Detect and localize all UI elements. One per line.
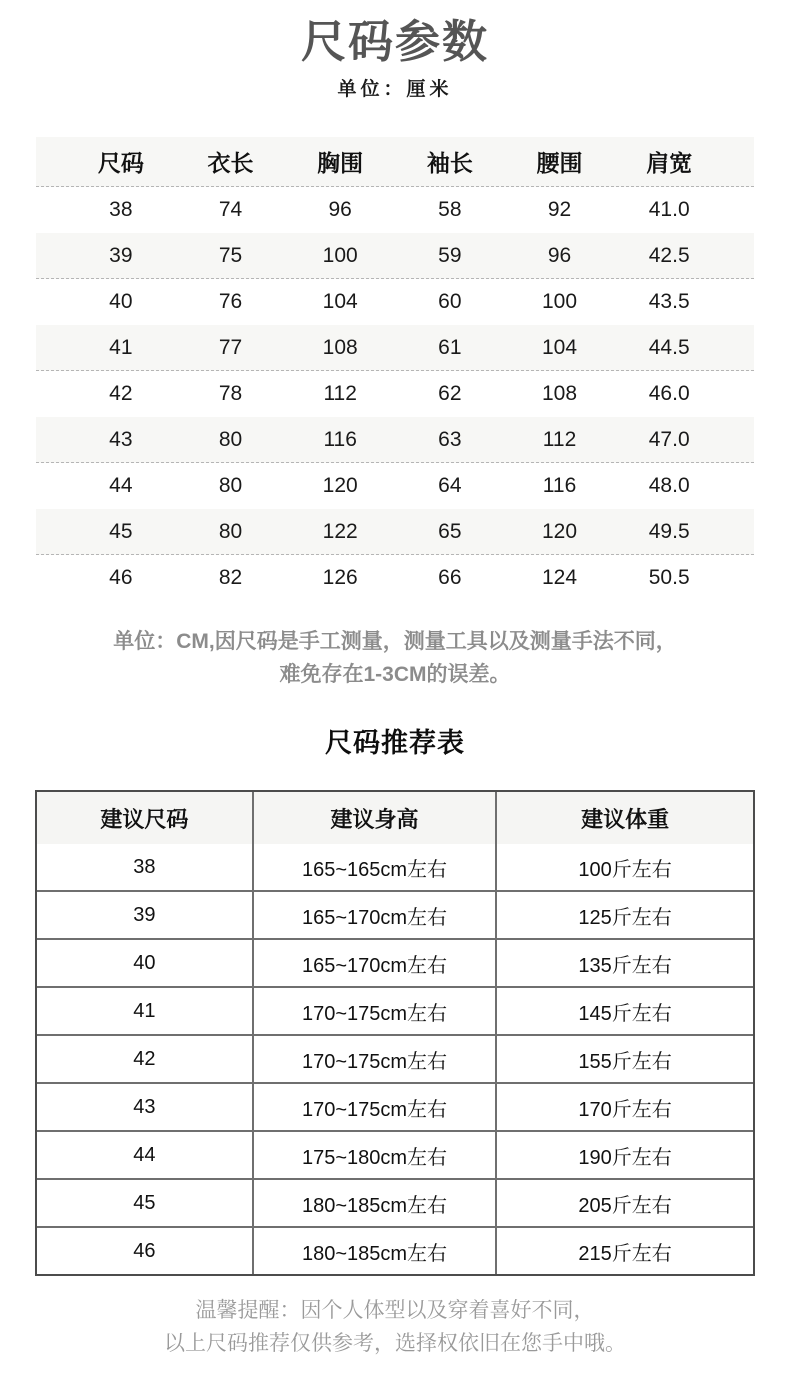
table-cell: 165~170cm左右	[252, 940, 495, 986]
unit-label: 单位：厘米	[337, 79, 453, 100]
column-header-suggested-weight: 建议体重	[495, 792, 753, 844]
table-cell: 42	[133, 1047, 156, 1070]
page-title: 尺码参数	[300, 16, 489, 67]
footer-note	[0, 1294, 790, 1360]
table-cell: 66	[438, 566, 462, 589]
measurement-note	[0, 625, 790, 691]
table-row	[37, 1178, 753, 1226]
table-cell: 43	[109, 427, 133, 451]
table-cell: 170斤左右	[495, 1084, 753, 1130]
table-row	[36, 555, 754, 601]
table-cell: 205斤左右	[495, 1180, 753, 1226]
column-header-size: 尺码	[97, 150, 144, 176]
recommend-table-title: 尺码推荐表	[325, 728, 465, 758]
table-cell: 180~185cm左右	[252, 1228, 495, 1274]
table-row	[36, 325, 754, 371]
table-cell: 38	[133, 855, 156, 878]
recommend-table-header-row	[37, 792, 753, 844]
table-cell: 45	[109, 519, 133, 543]
table-cell: 120	[542, 519, 578, 543]
table-cell: 82	[218, 566, 243, 589]
table-cell: 104	[322, 290, 358, 313]
table-cell: 46.0	[648, 382, 690, 405]
table-cell: 50.5	[648, 566, 690, 589]
table-cell: 135斤左右	[495, 940, 753, 986]
size-parameters-table	[36, 137, 754, 601]
column-header-sleeve-length: 袖长	[426, 150, 473, 176]
column-header-suggested-size: 建议尺码	[100, 806, 189, 832]
column-header-suggested-height: 建议身高	[252, 792, 495, 844]
table-cell: 155斤左右	[495, 1036, 753, 1082]
table-row	[37, 1130, 753, 1178]
table-cell: 126	[322, 566, 358, 589]
table-cell: 175~180cm左右	[252, 1132, 495, 1178]
table-cell: 170~175cm左右	[252, 1084, 495, 1130]
table-cell: 165~170cm左右	[252, 892, 495, 938]
table-row	[36, 279, 754, 325]
table-cell: 49.5	[648, 519, 690, 543]
table-cell: 60	[438, 290, 462, 313]
table-row	[36, 463, 754, 509]
table-cell: 74	[218, 198, 243, 221]
table-cell: 43.5	[648, 290, 690, 313]
table-cell: 108	[542, 382, 578, 405]
table-cell: 40	[133, 951, 156, 974]
measurement-note-line2: 难免存在1-3CM的误差。	[279, 663, 511, 686]
table-cell: 104	[542, 335, 578, 359]
table-cell: 46	[109, 566, 133, 589]
table-cell: 190斤左右	[495, 1132, 753, 1178]
table-cell: 112	[542, 427, 577, 451]
size-table-body	[36, 187, 754, 601]
table-cell: 112	[323, 382, 357, 405]
column-header-waist: 腰围	[536, 150, 583, 176]
table-row	[36, 187, 754, 233]
table-cell: 44	[109, 474, 133, 497]
table-cell: 80	[218, 427, 243, 451]
table-row	[36, 509, 754, 555]
table-cell: 65	[438, 519, 462, 543]
table-cell: 180~185cm左右	[252, 1180, 495, 1226]
table-row	[37, 1034, 753, 1082]
table-cell: 42	[109, 382, 133, 405]
table-cell: 124	[542, 566, 578, 589]
table-cell: 100	[542, 290, 578, 313]
table-cell: 62	[438, 382, 462, 405]
table-cell: 64	[438, 474, 462, 497]
column-header-shoulder-width: 肩宽	[646, 150, 693, 176]
table-cell: 116	[323, 427, 357, 451]
table-cell: 40	[109, 290, 133, 313]
table-row	[37, 844, 753, 890]
size-recommend-table	[35, 790, 755, 1276]
table-cell: 96	[547, 243, 572, 267]
table-cell: 92	[547, 198, 572, 221]
table-cell: 116	[542, 474, 577, 497]
table-cell: 170~175cm左右	[252, 1036, 495, 1082]
table-cell: 170~175cm左右	[252, 988, 495, 1034]
table-cell: 80	[218, 519, 243, 543]
table-cell: 45	[133, 1191, 156, 1214]
table-row	[36, 371, 754, 417]
table-cell: 122	[322, 519, 358, 543]
table-row	[37, 938, 753, 986]
table-cell: 48.0	[648, 474, 690, 497]
recommend-table-body	[37, 844, 753, 1274]
column-header-chest: 胸围	[317, 150, 364, 176]
table-cell: 41.0	[648, 198, 690, 221]
table-cell: 47.0	[648, 427, 690, 451]
table-cell: 44	[133, 1143, 156, 1166]
table-cell: 44.5	[648, 335, 690, 359]
table-cell: 77	[218, 335, 243, 359]
table-cell: 100	[322, 243, 358, 267]
table-row	[36, 233, 754, 279]
table-cell: 63	[438, 427, 462, 451]
table-cell: 80	[218, 474, 243, 497]
table-cell: 100斤左右	[495, 844, 753, 890]
table-cell: 41	[133, 999, 156, 1022]
column-header-garment-length: 衣长	[207, 150, 254, 176]
table-cell: 75	[218, 243, 243, 267]
table-cell: 39	[109, 243, 133, 267]
table-cell: 78	[218, 382, 243, 405]
table-cell: 59	[438, 243, 462, 267]
table-row	[37, 986, 753, 1034]
table-cell: 108	[322, 335, 358, 359]
size-table-header-row	[36, 137, 754, 187]
table-cell: 46	[133, 1239, 156, 1262]
table-cell: 42.5	[648, 243, 690, 267]
measurement-note-line1: 单位：CM,因尺码是手工测量，测量工具以及测量手法不同，	[113, 630, 677, 653]
table-cell: 58	[438, 198, 462, 221]
table-cell: 38	[109, 198, 133, 221]
table-cell: 165~165cm左右	[252, 844, 495, 890]
footer-note-line1: 温馨提醒：因个人体型以及穿着喜好不同，	[195, 1299, 595, 1322]
table-row	[36, 417, 754, 463]
table-cell: 120	[322, 474, 358, 497]
table-cell: 43	[133, 1095, 156, 1118]
table-cell: 76	[218, 290, 243, 313]
table-cell: 39	[133, 903, 156, 926]
table-cell: 125斤左右	[495, 892, 753, 938]
table-cell: 145斤左右	[495, 988, 753, 1034]
table-row	[37, 890, 753, 938]
table-cell: 61	[438, 335, 462, 359]
table-cell: 96	[328, 198, 352, 221]
footer-note-line2: 以上尺码推荐仅供参考，选择权依旧在您手中哦。	[164, 1332, 626, 1355]
table-cell: 215斤左右	[495, 1228, 753, 1274]
table-cell: 41	[109, 335, 133, 359]
table-row	[37, 1082, 753, 1130]
table-row	[37, 1226, 753, 1274]
